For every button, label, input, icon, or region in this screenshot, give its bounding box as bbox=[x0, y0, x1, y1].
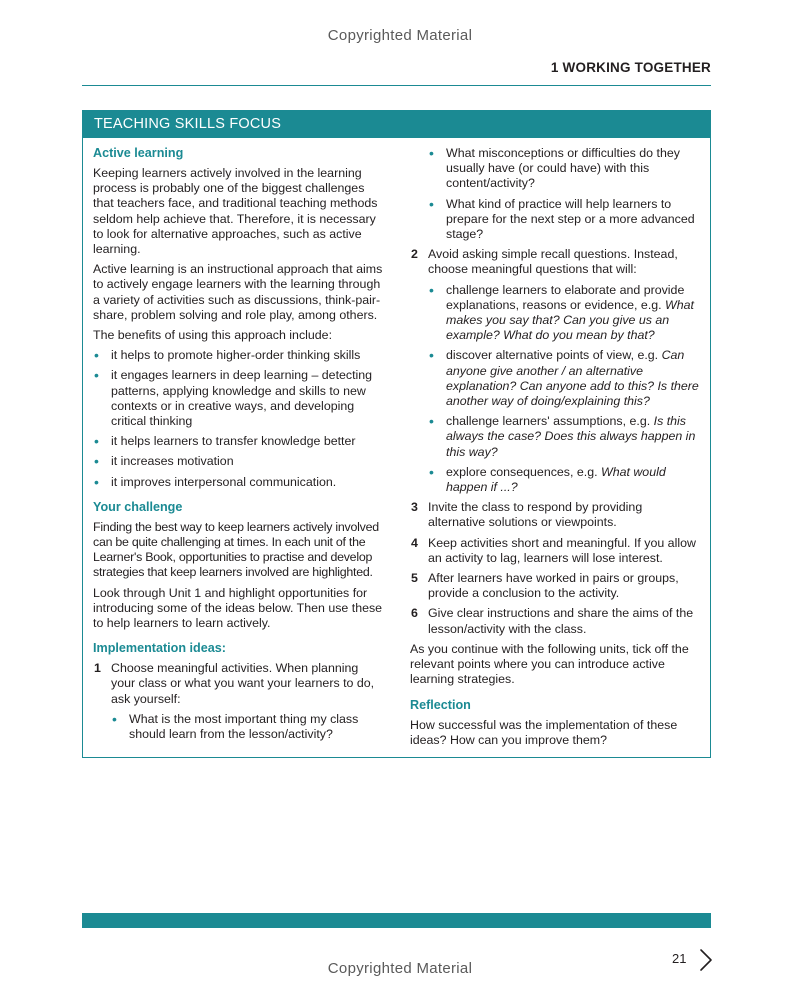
box-title: TEACHING SKILLS FOCUS bbox=[83, 111, 710, 138]
item-text: Keep activities short and meaningful. If you allow an activity to lag, learners will lose interest. bbox=[428, 535, 696, 565]
question-type-text: challenge learners' assumptions, e.g. bbox=[446, 414, 654, 429]
benefit-item: • it helps learners to transfer knowledge better bbox=[93, 434, 385, 449]
question-type-text: discover alternative points of view, e.g. bbox=[446, 348, 662, 363]
question-type-item bbox=[428, 348, 702, 409]
item-text: Choose meaningful activities. When planning your class or what you want your learners to do, ask yourself: bbox=[111, 661, 375, 706]
implementation-list-right bbox=[410, 247, 702, 637]
item-number: 1 bbox=[94, 661, 101, 676]
header-rule bbox=[82, 85, 711, 86]
question-type-item bbox=[428, 465, 702, 495]
copyright-top: Copyrighted Material bbox=[327, 27, 473, 44]
item-text: Invite the class to respond by providing alternative solutions or viewpoints. bbox=[428, 500, 643, 530]
benefits-intro: The benefits of using this approach include: bbox=[93, 328, 333, 343]
active-learning-paragraph-1: Keeping learners actively involved in the learning process is probably one of the biggest challenges that teachers face, and traditional teaching methods seldom help achieve that. Therefore, it is necessary to look for alternative approaches, such as active learning. bbox=[93, 166, 378, 257]
question-type-example: Can anyone give another / an alternative explanation? Can anyone add to this? Is there another way of doing/explaining this? bbox=[446, 348, 699, 409]
question-type-text: explore consequences, e.g. bbox=[446, 464, 601, 479]
benefit-item: • it increases motivation bbox=[93, 454, 385, 469]
question-item: • What is the most important thing my class should learn from the lesson/activity? bbox=[111, 712, 385, 742]
question-type-example: Is this always the case? Does this always happen in this way? bbox=[446, 414, 696, 459]
teaching-skills-box bbox=[82, 110, 711, 758]
implementation-item-1 bbox=[93, 661, 385, 742]
item-number: 3 bbox=[411, 500, 418, 515]
question-item: • What kind of practice will help learners to prepare for the next step or a more advanced stage? bbox=[428, 197, 702, 243]
benefit-item: • it engages learners in deep learning – detecting patterns, applying knowledge and skills to new contexts or in creative ways, and developing critical thinking bbox=[93, 368, 385, 429]
heading-your-challenge: Your challenge bbox=[93, 499, 183, 514]
item-number: 5 bbox=[411, 571, 418, 586]
footer-bar bbox=[82, 913, 711, 928]
implementation-list-left bbox=[93, 661, 385, 742]
implementation-item-5 bbox=[410, 571, 702, 601]
question-type-text: challenge learners to elaborate and provide explanations, reasons or evidence, e.g. bbox=[446, 282, 685, 312]
active-learning-paragraph-2: Active learning is an instructional approach that aims to actively engage learners with the learning through a variety of activities such as discussions, think-pair-share, problem solving and role play, among others. bbox=[93, 262, 383, 322]
item-1-questions-continued bbox=[428, 146, 702, 242]
item-number: 4 bbox=[411, 535, 418, 550]
heading-active-learning: Active learning bbox=[93, 146, 184, 160]
item-number: 2 bbox=[411, 247, 418, 262]
heading-reflection: Reflection bbox=[410, 697, 471, 712]
item-text: Give clear instructions and share the aims of the lesson/activity with the class. bbox=[428, 606, 694, 636]
item-text: Avoid asking simple recall questions. Instead, choose meaningful questions that will: bbox=[428, 247, 678, 277]
left-column bbox=[93, 146, 385, 747]
benefit-item: • it helps to promote higher-order thinking skills bbox=[93, 348, 385, 363]
copyright-bottom: Copyrighted Material bbox=[327, 960, 473, 977]
benefits-list bbox=[93, 348, 385, 490]
question-types-list bbox=[428, 283, 702, 496]
challenge-paragraph-2: Look through Unit 1 and highlight opportunities for introducing some of the ideas below. Then use these to help learners to learn actively. bbox=[93, 585, 383, 631]
closing-paragraph: As you continue with the following units, tick off the relevant points where you can introduce active learning strategies. bbox=[410, 641, 689, 687]
question-item: • What misconceptions or difficulties do they usually have (or could have) with this content/activity? bbox=[428, 146, 702, 192]
item-1-questions bbox=[111, 712, 385, 742]
question-type-example: What makes you say that? Can you give us an example? What do you mean by that? bbox=[446, 297, 694, 343]
benefit-item: • it improves interpersonal communication. bbox=[93, 475, 385, 490]
item-text: After learners have worked in pairs or groups, provide a conclusion to the activity. bbox=[428, 571, 679, 601]
reflection-paragraph: How successful was the implementation of these ideas? How can you improve them? bbox=[410, 717, 678, 747]
heading-implementation-ideas: Implementation ideas: bbox=[93, 641, 226, 656]
question-type-example: What would happen if ...? bbox=[446, 464, 666, 495]
right-column bbox=[410, 146, 702, 753]
implementation-item-4 bbox=[410, 536, 702, 566]
implementation-item-2 bbox=[410, 247, 702, 495]
implementation-item-3 bbox=[410, 500, 702, 530]
chapter-title: 1 WORKING TOGETHER bbox=[550, 60, 711, 75]
challenge-paragraph-1: Finding the best way to keep learners actively involved can be quite challenging at times. In each unit of the Learner's Book, opportunities to practise and develop strategies that keep learners involved are highlighted. bbox=[93, 519, 379, 580]
implementation-item-6 bbox=[410, 606, 702, 636]
question-type-item bbox=[428, 414, 702, 460]
question-type-item bbox=[428, 283, 702, 344]
page-number: 21 bbox=[672, 951, 687, 966]
item-number: 6 bbox=[411, 606, 418, 621]
